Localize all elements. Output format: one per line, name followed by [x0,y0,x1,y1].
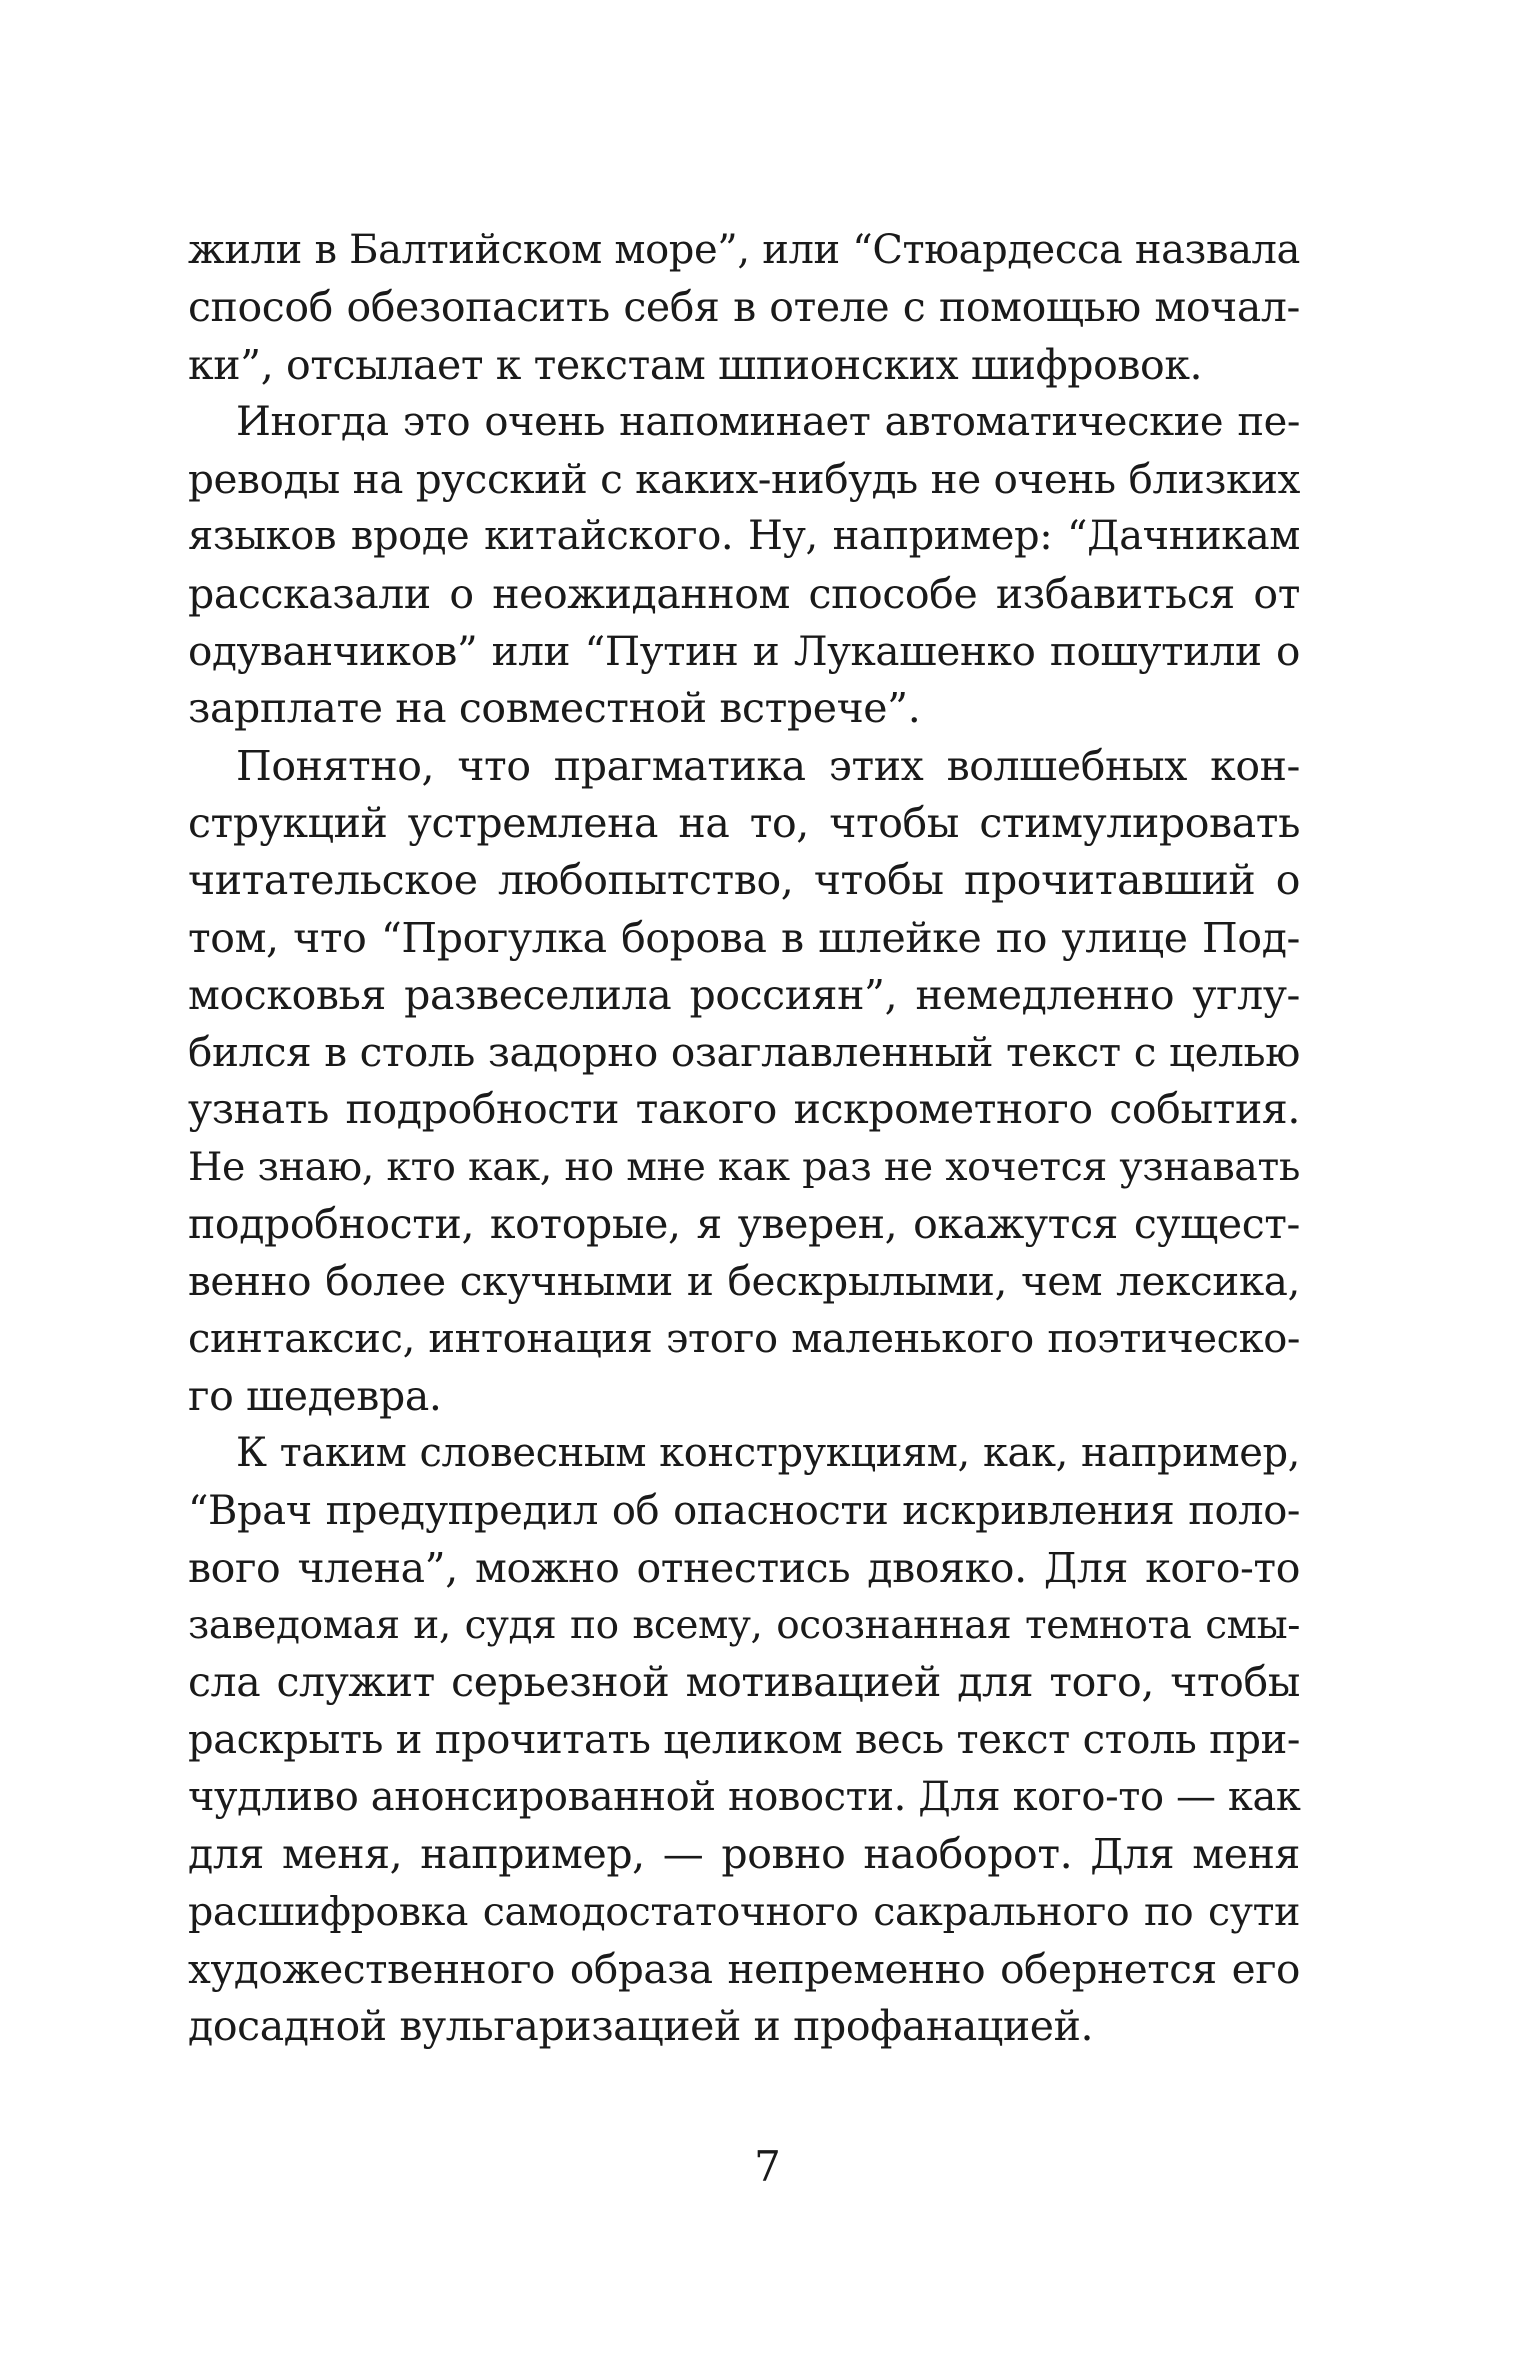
text-line: художественного образа непременно обернется его [188,1944,1300,1993]
text-line: ки”, отсылает к текстам шпионских шифровок. [188,340,1203,389]
text-line: реводы на русский с каких-нибудь не очень близких [188,455,1300,504]
text-line: Не знаю, кто как, но мне как раз не хочется узнавать [188,1143,1300,1190]
text-line: одуванчиков” или “Путин и Лукашенко пошутили о [188,627,1300,676]
text-line: том, что “Прогулка борова в шлейке по улице Под- [188,913,1300,962]
text-line: читательское любопытство, чтобы прочитавший о [188,856,1300,905]
text-line: Иногда это очень напоминает автоматические пе- [236,398,1300,445]
text-line: К таким словесным конструкциям, как, например, [236,1430,1300,1477]
text-line: подробности, которые, я уверен, окажутся сущест- [188,1200,1300,1249]
page-number: 7 [754,2142,781,2191]
text-line: “Врач предупредил об опасности искривления поло- [188,1487,1300,1534]
text-line: заведомая и, судя по всему, осознанная темнота смы- [188,1603,1300,1649]
text-line: го шедевра. [188,1371,442,1420]
text-line: расшифровка самодостаточного сакрального по сути [188,1888,1300,1935]
text-line: способ обезопасить себя в отеле с помощью мочал- [188,283,1300,332]
text-line: раскрыть и прочитать целиком весь текст столь при- [188,1716,1300,1763]
text-line: бился в столь задорно озаглавленный текст с целью [188,1028,1300,1077]
text-line: чудливо анонсированной новости. Для кого-то — как [188,1774,1301,1821]
text-line: сла служит серьезной мотивацией для того, чтобы [188,1658,1300,1707]
text-line: для меня, например, — ровно наоборот. Для меня [188,1830,1300,1879]
text-line: московья развеселила россиян”, немедленно углу- [188,970,1300,1019]
text-line: Понятно, что прагматика этих волшебных кон- [236,741,1300,790]
body-text [188,222,1300,2056]
text-line: вого члена”, можно отнестись двояко. Для кого-то [188,1543,1300,1592]
text-line: венно более скучными и бескрылыми, чем лексика, [188,1257,1300,1306]
text-line: синтаксис, интонация этого маленького поэтическо- [188,1315,1300,1362]
text-line: зарплате на совместной встрече”. [188,684,921,733]
text-line: струкций устремлена на то, чтобы стимулировать [188,798,1300,847]
text-line: рассказали о неожиданном способе избавиться от [188,569,1300,618]
text-line: узнать подробности такого искрометного события. [188,1085,1300,1134]
text-line: языков вроде китайского. Ну, например: “Дачникам [188,513,1300,560]
text-line: досадной вульгаризацией и профанацией. [188,2002,1094,2051]
text-line: жили в Балтийском море”, или “Стюардесса назвала [188,227,1300,273]
